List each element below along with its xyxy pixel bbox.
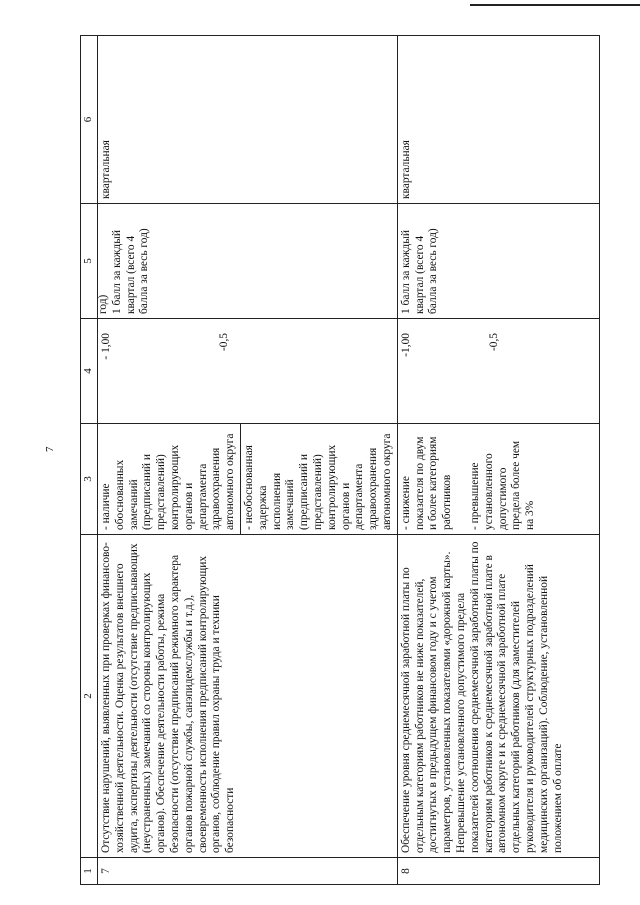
header-row <box>81 36 98 885</box>
period-cell: квартальная <box>397 36 599 204</box>
top-rule <box>470 4 640 6</box>
score-prefix: год) <box>97 294 109 314</box>
header-col-3: 3 <box>81 424 98 535</box>
score-cell <box>98 204 398 319</box>
period-cell: квартальная <box>98 36 398 204</box>
criterion-text: Отсутствие нарушений, выявленных при проверках финансово-хозяйственной деятельности. Оценка результатов внешнего аудита, экспертизы деятельности (отсутствие предписывающих (неустраненных) замечаний со стороны контролирующих органов). Обеспечение деятельности работы, режима безопасности (отсутствие предписаний режимного характера органов пожарной службы, санэпидемслужбы и т.д.), своевременность исполнения предписаний контролирующих органов, соблюдение правил охраны труда и техники безопасности <box>98 535 398 858</box>
header-col-5: 5 <box>81 204 98 319</box>
indicator-a: - снижение показателя по двум и более категориям работников <box>399 436 454 530</box>
indicator-cell <box>397 424 599 535</box>
criteria-table <box>80 35 600 885</box>
indicator-cell <box>98 424 398 535</box>
header-col-1: 1 <box>81 858 98 885</box>
row-number: 8 <box>397 858 599 885</box>
value-cell <box>397 319 599 424</box>
score-text: 1 балл за каждый квартал (всего 4 балла за весь год) <box>110 228 151 314</box>
value-a: -1,00 <box>399 333 412 357</box>
table-row <box>397 36 599 885</box>
value-a: - 1,00 <box>100 333 112 360</box>
rotated-table-wrapper <box>80 35 600 885</box>
row-number: 7 <box>98 858 398 885</box>
indicator-b: - превышение установленного допустимого предела более чем на 3% <box>468 440 537 530</box>
criterion-text: Обеспечение уровня среднемесячной заработной платы по отдельным категориям работников не ниже показателей, достигнутых в предыдущем финансовом году и с учетом параметров, установленных показателями «дорожной карты». Непревышение установленного допустимого предела показателей соотношения среднемесячной заработной платы по категориям работников к среднемесячной заработной плате в автономном округе и к среднемесячной заработной плате отдельных категорий работников (для заместителей руководителя и руководителей структурных подразделений медицинских организаций). Соблюдение, установленной положением об оплате <box>397 535 599 858</box>
value-cell <box>98 319 398 424</box>
table-row <box>98 36 398 885</box>
header-col-2: 2 <box>81 535 98 858</box>
value-b: -0,5 <box>217 333 230 352</box>
header-col-4: 4 <box>81 319 98 424</box>
value-b: -0,5 <box>487 333 500 352</box>
score-text: 1 балл за каждый квартал (всего 4 балла за весь год) <box>397 204 599 319</box>
indicator-a: - наличие обоснованных замечаний (предписаний и представлений) контролирующих органов и департамента здравоохранения автономного округа <box>100 433 237 530</box>
page-number: 7 <box>44 446 56 452</box>
header-col-6: 6 <box>81 36 98 204</box>
indicator-b: - необоснованная задержка исполнения замечаний (предписаний и представлений) контролирующих органов и департамента здравоохранения автономного округа <box>240 424 395 534</box>
